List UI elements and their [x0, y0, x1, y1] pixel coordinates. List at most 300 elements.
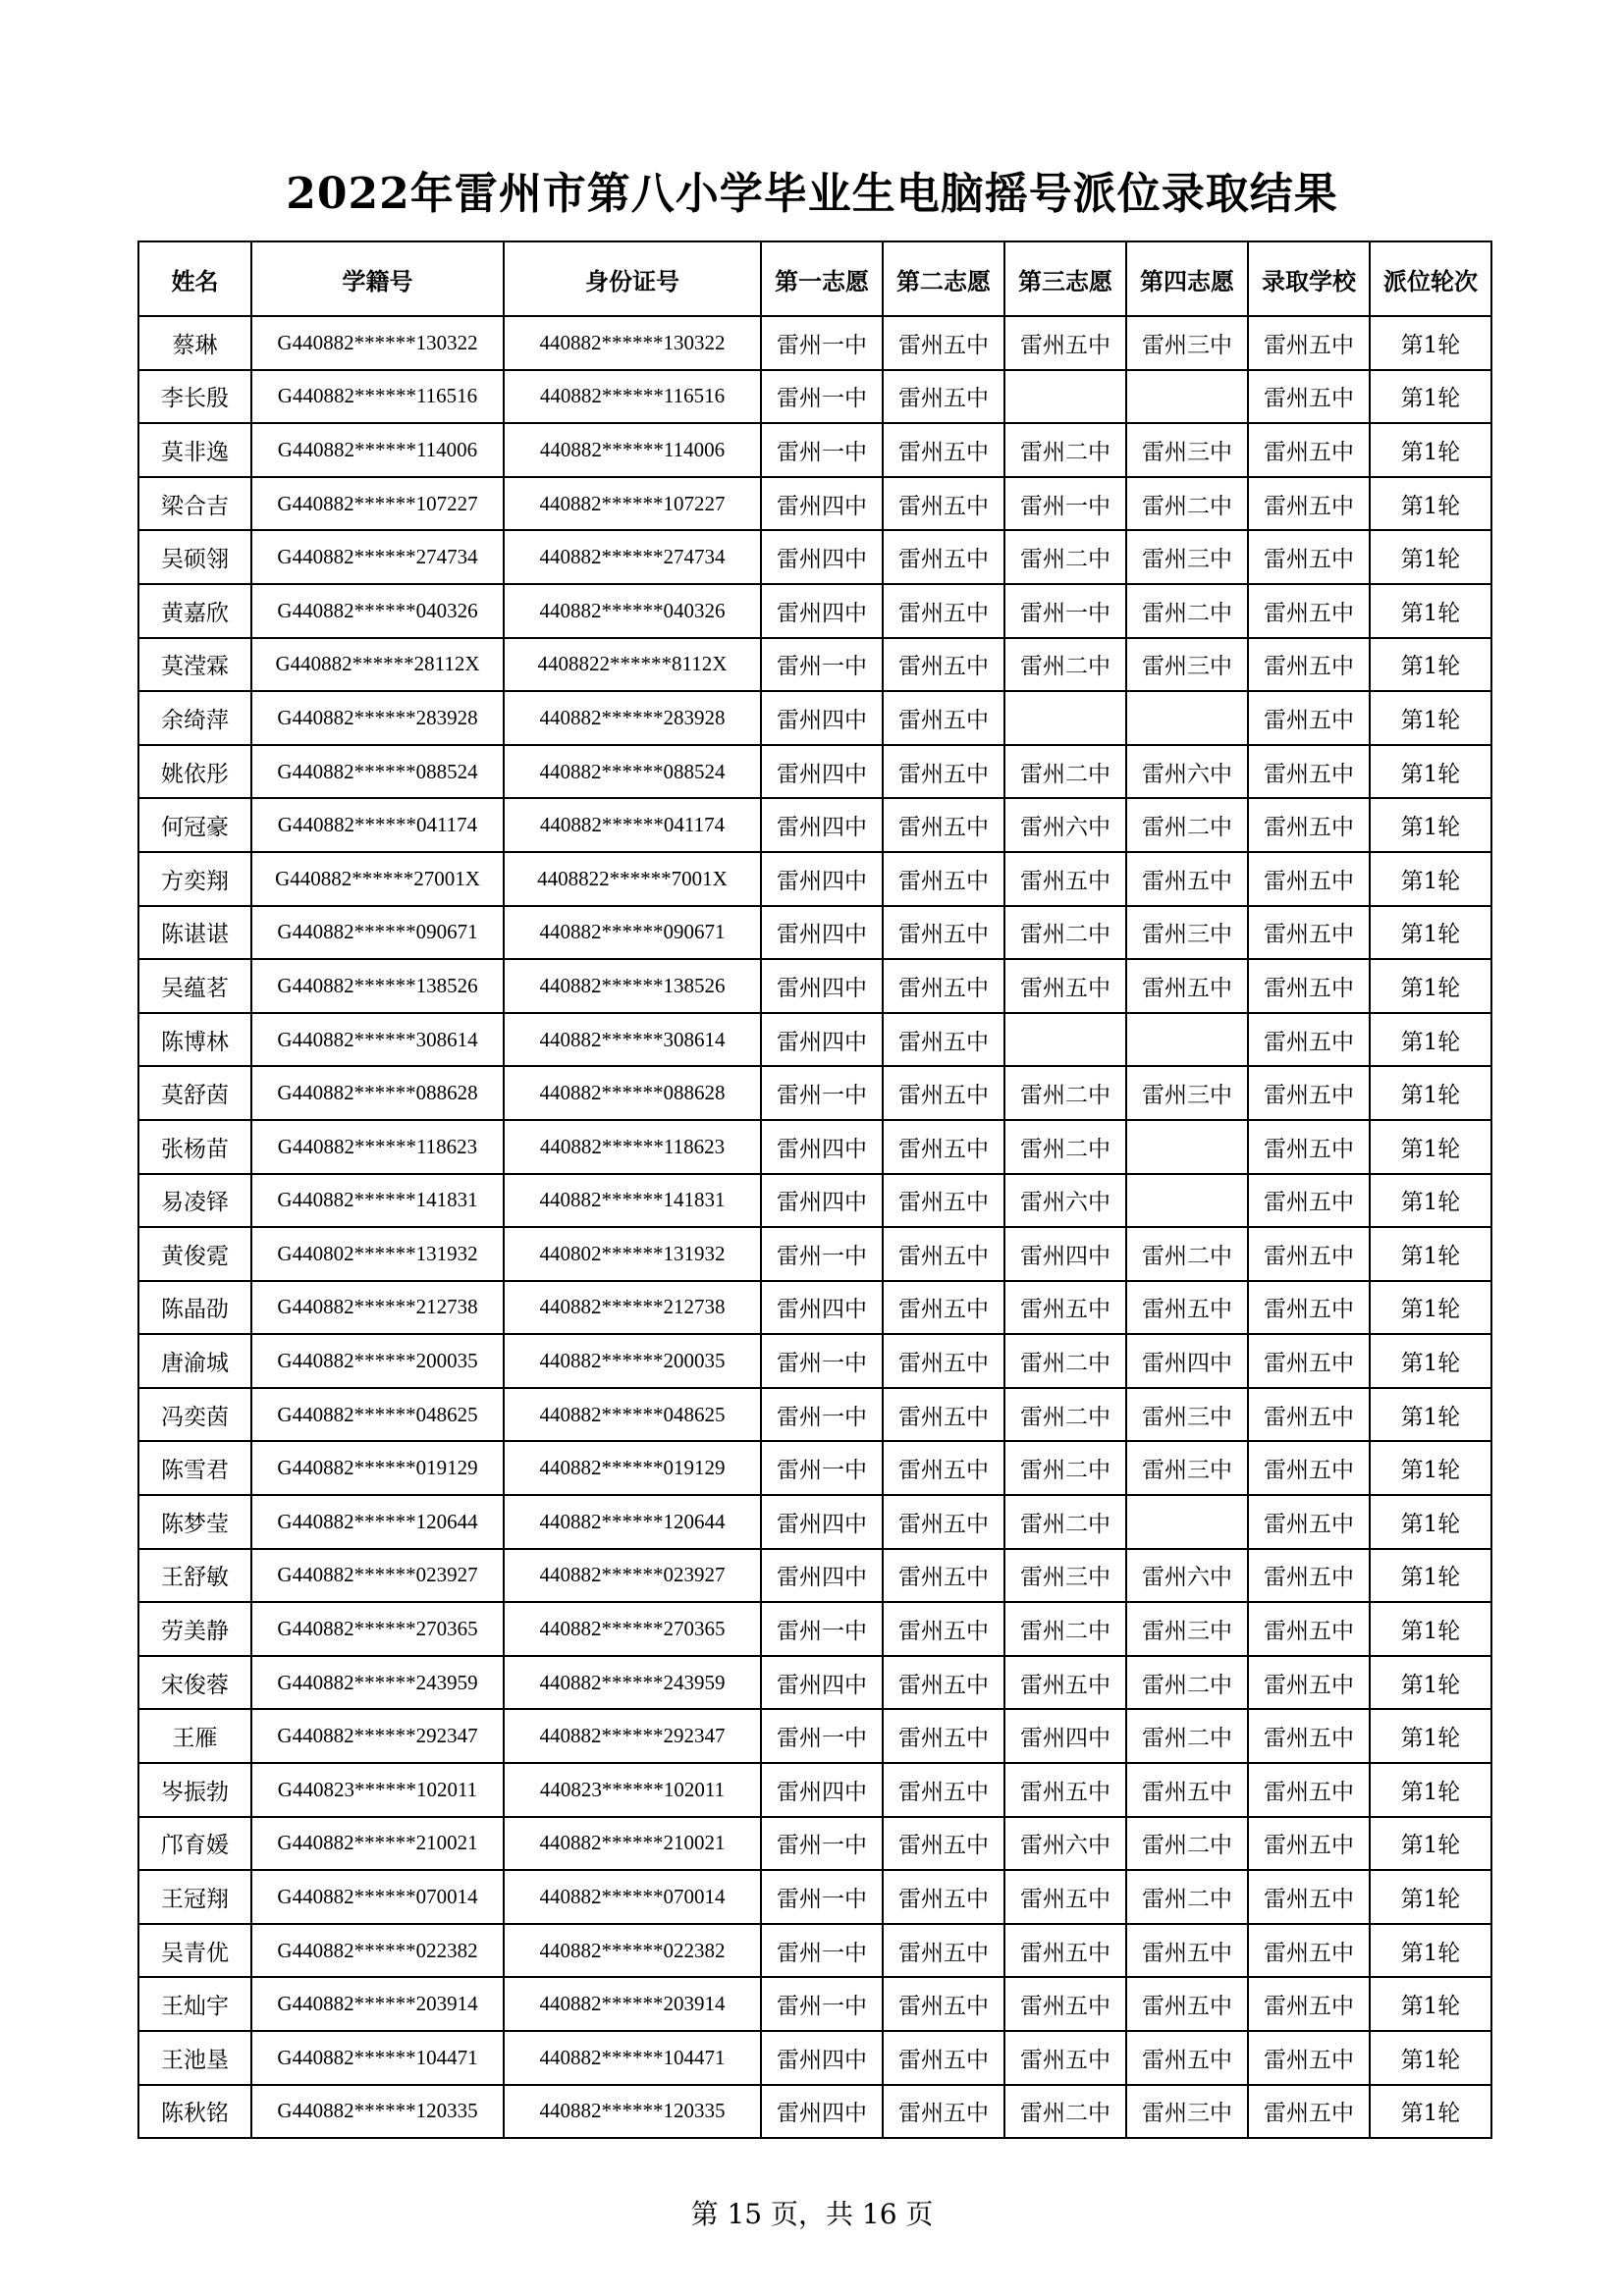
cell-choice-3: 雷州四中	[1004, 1227, 1126, 1281]
cell-choice-2: 雷州五中	[883, 798, 1004, 852]
column-header-name: 姓名	[138, 241, 251, 316]
table-body	[138, 316, 1491, 2138]
cell-admitted-school: 雷州五中	[1248, 1817, 1370, 1871]
cell-admitted-school: 雷州五中	[1248, 638, 1370, 692]
cell-choice-2: 雷州五中	[883, 2085, 1004, 2139]
cell-round: 第1轮	[1370, 906, 1491, 960]
cell-admitted-school: 雷州五中	[1248, 1388, 1370, 1442]
cell-choice-1: 雷州四中	[761, 530, 883, 584]
table-row	[138, 1656, 1491, 1710]
cell-id-card: 440882******114006	[504, 423, 761, 477]
cell-choice-2: 雷州五中	[883, 1013, 1004, 1067]
cell-choice-4	[1126, 1174, 1248, 1228]
cell-admitted-school: 雷州五中	[1248, 1549, 1370, 1603]
cell-choice-3: 雷州五中	[1004, 852, 1126, 906]
cell-choice-2: 雷州五中	[883, 745, 1004, 799]
table-row	[138, 1709, 1491, 1763]
cell-choice-4: 雷州二中	[1126, 1870, 1248, 1924]
table-row	[138, 1495, 1491, 1549]
cell-choice-3: 雷州五中	[1004, 1977, 1126, 2031]
cell-round: 第1轮	[1370, 530, 1491, 584]
cell-student-id: G440882******210021	[251, 1817, 504, 1871]
cell-id-card: 440882******292347	[504, 1709, 761, 1763]
table-row	[138, 1441, 1491, 1495]
cell-round: 第1轮	[1370, 852, 1491, 906]
cell-choice-1: 雷州四中	[761, 1281, 883, 1335]
cell-choice-2: 雷州五中	[883, 1817, 1004, 1871]
cell-choice-2: 雷州五中	[883, 1388, 1004, 1442]
cell-student-id: G440882******200035	[251, 1334, 504, 1388]
cell-choice-1: 雷州四中	[761, 1549, 883, 1603]
cell-id-card: 440882******104471	[504, 2031, 761, 2085]
table-row	[138, 1602, 1491, 1656]
cell-choice-1: 雷州四中	[761, 852, 883, 906]
cell-choice-1: 雷州四中	[761, 1763, 883, 1817]
cell-choice-3: 雷州二中	[1004, 745, 1126, 799]
cell-id-card: 440882******088628	[504, 1066, 761, 1120]
cell-choice-2: 雷州五中	[883, 852, 1004, 906]
cell-choice-3: 雷州二中	[1004, 1441, 1126, 1495]
cell-choice-4: 雷州二中	[1126, 477, 1248, 531]
cell-student-id: G440882******141831	[251, 1174, 504, 1228]
cell-round: 第1轮	[1370, 316, 1491, 370]
cell-name: 岑振勃	[138, 1763, 251, 1817]
cell-round: 第1轮	[1370, 745, 1491, 799]
cell-choice-1: 雷州四中	[761, 1174, 883, 1228]
cell-choice-3: 雷州二中	[1004, 1066, 1126, 1120]
cell-choice-4: 雷州三中	[1126, 906, 1248, 960]
cell-choice-2: 雷州五中	[883, 423, 1004, 477]
cell-choice-3: 雷州二中	[1004, 1388, 1126, 1442]
cell-choice-3: 雷州二中	[1004, 1334, 1126, 1388]
cell-name: 吴青优	[138, 1924, 251, 1978]
cell-student-id: G440882******070014	[251, 1870, 504, 1924]
cell-id-card: 440882******130322	[504, 316, 761, 370]
cell-round: 第1轮	[1370, 798, 1491, 852]
cell-id-card: 440882******270365	[504, 1602, 761, 1656]
cell-round: 第1轮	[1370, 1549, 1491, 1603]
cell-choice-3: 雷州二中	[1004, 1120, 1126, 1174]
column-header-admitted-school: 录取学校	[1248, 241, 1370, 316]
cell-choice-2: 雷州五中	[883, 1227, 1004, 1281]
cell-choice-4: 雷州三中	[1126, 530, 1248, 584]
cell-name: 冯奕茵	[138, 1388, 251, 1442]
cell-id-card: 440882******048625	[504, 1388, 761, 1442]
cell-name: 姚依彤	[138, 745, 251, 799]
cell-choice-3: 雷州五中	[1004, 959, 1126, 1013]
cell-name: 劳美静	[138, 1602, 251, 1656]
cell-admitted-school: 雷州五中	[1248, 1174, 1370, 1228]
cell-choice-1: 雷州四中	[761, 1656, 883, 1710]
cell-choice-1: 雷州一中	[761, 1441, 883, 1495]
cell-id-card: 4408822******7001X	[504, 852, 761, 906]
table-row	[138, 1977, 1491, 2031]
cell-student-id: G440882******104471	[251, 2031, 504, 2085]
cell-student-id: G440882******27001X	[251, 852, 504, 906]
table-row	[138, 584, 1491, 638]
column-header-student-id: 学籍号	[251, 241, 504, 316]
cell-admitted-school: 雷州五中	[1248, 1977, 1370, 2031]
table-row	[138, 1334, 1491, 1388]
cell-student-id: G440882******308614	[251, 1013, 504, 1067]
cell-name: 何冠豪	[138, 798, 251, 852]
cell-round: 第1轮	[1370, 2085, 1491, 2139]
cell-name: 黄俊霓	[138, 1227, 251, 1281]
cell-id-card: 440882******118623	[504, 1120, 761, 1174]
cell-student-id: G440802******131932	[251, 1227, 504, 1281]
cell-choice-3: 雷州一中	[1004, 584, 1126, 638]
cell-choice-4: 雷州三中	[1126, 2085, 1248, 2139]
cell-round: 第1轮	[1370, 423, 1491, 477]
cell-choice-4: 雷州五中	[1126, 1977, 1248, 2031]
cell-name: 陈博林	[138, 1013, 251, 1067]
table-row	[138, 1281, 1491, 1335]
cell-round: 第1轮	[1370, 1495, 1491, 1549]
cell-name: 余绮萍	[138, 691, 251, 745]
cell-choice-4	[1126, 370, 1248, 424]
cell-choice-3: 雷州三中	[1004, 1549, 1126, 1603]
cell-round: 第1轮	[1370, 1227, 1491, 1281]
cell-round: 第1轮	[1370, 638, 1491, 692]
cell-choice-3: 雷州五中	[1004, 2031, 1126, 2085]
cell-round: 第1轮	[1370, 370, 1491, 424]
cell-id-card: 440882******107227	[504, 477, 761, 531]
cell-name: 易凌铎	[138, 1174, 251, 1228]
cell-name: 王灿宇	[138, 1977, 251, 2031]
cell-name: 莫滢霖	[138, 638, 251, 692]
cell-choice-2: 雷州五中	[883, 906, 1004, 960]
cell-admitted-school: 雷州五中	[1248, 2085, 1370, 2139]
cell-id-card: 440882******023927	[504, 1549, 761, 1603]
cell-choice-2: 雷州五中	[883, 1549, 1004, 1603]
cell-student-id: G440882******28112X	[251, 638, 504, 692]
cell-choice-1: 雷州四中	[761, 2085, 883, 2139]
cell-id-card: 440882******040326	[504, 584, 761, 638]
cell-name: 蔡琳	[138, 316, 251, 370]
cell-choice-1: 雷州一中	[761, 638, 883, 692]
cell-round: 第1轮	[1370, 959, 1491, 1013]
cell-admitted-school: 雷州五中	[1248, 1495, 1370, 1549]
cell-round: 第1轮	[1370, 691, 1491, 745]
cell-admitted-school: 雷州五中	[1248, 745, 1370, 799]
cell-name: 吴蕴茗	[138, 959, 251, 1013]
cell-name: 黄嘉欣	[138, 584, 251, 638]
table-row	[138, 745, 1491, 799]
cell-round: 第1轮	[1370, 1066, 1491, 1120]
cell-choice-4: 雷州五中	[1126, 1924, 1248, 1978]
cell-choice-4: 雷州四中	[1126, 1334, 1248, 1388]
cell-choice-1: 雷州一中	[761, 370, 883, 424]
cell-admitted-school: 雷州五中	[1248, 1763, 1370, 1817]
cell-choice-2: 雷州五中	[883, 691, 1004, 745]
cell-choice-1: 雷州四中	[761, 1013, 883, 1067]
table-row	[138, 1870, 1491, 1924]
cell-choice-1: 雷州四中	[761, 798, 883, 852]
cell-choice-4: 雷州三中	[1126, 423, 1248, 477]
cell-name: 陈梦莹	[138, 1495, 251, 1549]
cell-round: 第1轮	[1370, 1174, 1491, 1228]
cell-id-card: 440882******070014	[504, 1870, 761, 1924]
cell-choice-1: 雷州一中	[761, 1817, 883, 1871]
cell-student-id: G440882******022382	[251, 1924, 504, 1978]
cell-admitted-school: 雷州五中	[1248, 530, 1370, 584]
cell-choice-2: 雷州五中	[883, 530, 1004, 584]
cell-choice-3: 雷州二中	[1004, 423, 1126, 477]
cell-choice-3: 雷州二中	[1004, 638, 1126, 692]
cell-name: 陈秋铭	[138, 2085, 251, 2139]
cell-choice-4	[1126, 1013, 1248, 1067]
cell-id-card: 440882******308614	[504, 1013, 761, 1067]
table-row	[138, 959, 1491, 1013]
cell-choice-4: 雷州六中	[1126, 1549, 1248, 1603]
cell-id-card: 440882******203914	[504, 1977, 761, 2031]
cell-id-card: 440882******138526	[504, 959, 761, 1013]
cell-choice-3: 雷州二中	[1004, 2085, 1126, 2139]
cell-choice-2: 雷州五中	[883, 1281, 1004, 1335]
table-row	[138, 1388, 1491, 1442]
cell-admitted-school: 雷州五中	[1248, 1281, 1370, 1335]
cell-choice-2: 雷州五中	[883, 1602, 1004, 1656]
cell-choice-2: 雷州五中	[883, 1441, 1004, 1495]
column-header-choice-3: 第三志愿	[1004, 241, 1126, 316]
cell-choice-4	[1126, 691, 1248, 745]
table-row	[138, 2085, 1491, 2139]
cell-choice-3: 雷州五中	[1004, 1924, 1126, 1978]
column-header-round: 派位轮次	[1370, 241, 1491, 316]
cell-choice-1: 雷州四中	[761, 1495, 883, 1549]
cell-choice-2: 雷州五中	[883, 1334, 1004, 1388]
cell-id-card: 440882******019129	[504, 1441, 761, 1495]
results-table	[137, 240, 1492, 2139]
cell-student-id: G440882******203914	[251, 1977, 504, 2031]
cell-choice-1: 雷州四中	[761, 906, 883, 960]
cell-choice-4: 雷州五中	[1126, 959, 1248, 1013]
cell-choice-4: 雷州三中	[1126, 1441, 1248, 1495]
cell-choice-1: 雷州一中	[761, 423, 883, 477]
cell-round: 第1轮	[1370, 1120, 1491, 1174]
cell-student-id: G440882******138526	[251, 959, 504, 1013]
cell-student-id: G440882******120644	[251, 1495, 504, 1549]
cell-name: 王冠翔	[138, 1870, 251, 1924]
table-row	[138, 2031, 1491, 2085]
cell-name: 莫非逸	[138, 423, 251, 477]
table-row	[138, 1120, 1491, 1174]
cell-choice-1: 雷州一中	[761, 1602, 883, 1656]
cell-choice-3	[1004, 1013, 1126, 1067]
cell-id-card: 440882******022382	[504, 1924, 761, 1978]
cell-choice-1: 雷州一中	[761, 1388, 883, 1442]
cell-round: 第1轮	[1370, 1763, 1491, 1817]
cell-choice-4: 雷州二中	[1126, 1656, 1248, 1710]
cell-name: 王雁	[138, 1709, 251, 1763]
table-row	[138, 638, 1491, 692]
cell-choice-4: 雷州五中	[1126, 1281, 1248, 1335]
cell-choice-3: 雷州二中	[1004, 1602, 1126, 1656]
cell-choice-2: 雷州五中	[883, 638, 1004, 692]
cell-choice-3: 雷州二中	[1004, 1495, 1126, 1549]
cell-admitted-school: 雷州五中	[1248, 584, 1370, 638]
cell-name: 张杨苗	[138, 1120, 251, 1174]
cell-choice-4	[1126, 1495, 1248, 1549]
cell-id-card: 440882******210021	[504, 1817, 761, 1871]
cell-choice-4: 雷州三中	[1126, 1602, 1248, 1656]
table-row	[138, 1549, 1491, 1603]
cell-choice-4	[1126, 1120, 1248, 1174]
cell-round: 第1轮	[1370, 1281, 1491, 1335]
table-row	[138, 423, 1491, 477]
cell-choice-3: 雷州五中	[1004, 1870, 1126, 1924]
cell-choice-3: 雷州五中	[1004, 1656, 1126, 1710]
cell-choice-1: 雷州一中	[761, 1227, 883, 1281]
cell-choice-1: 雷州四中	[761, 1120, 883, 1174]
cell-choice-3: 雷州二中	[1004, 530, 1126, 584]
cell-choice-2: 雷州五中	[883, 1120, 1004, 1174]
cell-choice-1: 雷州四中	[761, 584, 883, 638]
cell-admitted-school: 雷州五中	[1248, 959, 1370, 1013]
cell-id-card: 440882******283928	[504, 691, 761, 745]
cell-name: 宋俊蓉	[138, 1656, 251, 1710]
cell-round: 第1轮	[1370, 584, 1491, 638]
cell-student-id: G440882******283928	[251, 691, 504, 745]
cell-choice-2: 雷州五中	[883, 959, 1004, 1013]
cell-student-id: G440882******292347	[251, 1709, 504, 1763]
cell-student-id: G440882******274734	[251, 530, 504, 584]
cell-id-card: 440802******131932	[504, 1227, 761, 1281]
cell-name: 陈谌谌	[138, 906, 251, 960]
cell-student-id: G440882******116516	[251, 370, 504, 424]
cell-choice-2: 雷州五中	[883, 1174, 1004, 1228]
cell-choice-2: 雷州五中	[883, 1066, 1004, 1120]
cell-name: 方奕翔	[138, 852, 251, 906]
cell-choice-2: 雷州五中	[883, 316, 1004, 370]
cell-choice-4: 雷州二中	[1126, 1227, 1248, 1281]
cell-admitted-school: 雷州五中	[1248, 1656, 1370, 1710]
cell-name: 莫舒茵	[138, 1066, 251, 1120]
cell-choice-4: 雷州五中	[1126, 2031, 1248, 2085]
cell-choice-3: 雷州五中	[1004, 316, 1126, 370]
cell-round: 第1轮	[1370, 1817, 1491, 1871]
cell-admitted-school: 雷州五中	[1248, 477, 1370, 531]
cell-student-id: G440823******102011	[251, 1763, 504, 1817]
cell-choice-1: 雷州四中	[761, 959, 883, 1013]
column-header-choice-1: 第一志愿	[761, 241, 883, 316]
cell-admitted-school: 雷州五中	[1248, 1120, 1370, 1174]
cell-round: 第1轮	[1370, 1870, 1491, 1924]
page-title: 2022年雷州市第八小学毕业生电脑摇号派位录取结果	[286, 169, 1338, 219]
cell-admitted-school: 雷州五中	[1248, 852, 1370, 906]
cell-id-card: 440882******212738	[504, 1281, 761, 1335]
cell-choice-2: 雷州五中	[883, 1763, 1004, 1817]
cell-admitted-school: 雷州五中	[1248, 1870, 1370, 1924]
cell-id-card: 4408822******8112X	[504, 638, 761, 692]
cell-choice-3: 雷州六中	[1004, 1817, 1126, 1871]
column-header-choice-2: 第二志愿	[883, 241, 1004, 316]
cell-choice-1: 雷州一中	[761, 1334, 883, 1388]
cell-id-card: 440882******243959	[504, 1656, 761, 1710]
cell-choice-1: 雷州四中	[761, 691, 883, 745]
column-header-id-card: 身份证号	[504, 241, 761, 316]
cell-choice-2: 雷州五中	[883, 1656, 1004, 1710]
cell-id-card: 440882******116516	[504, 370, 761, 424]
cell-choice-3: 雷州二中	[1004, 906, 1126, 960]
cell-choice-4: 雷州二中	[1126, 1817, 1248, 1871]
cell-round: 第1轮	[1370, 477, 1491, 531]
cell-id-card: 440882******120335	[504, 2085, 761, 2139]
table-row	[138, 798, 1491, 852]
cell-choice-3: 雷州四中	[1004, 1709, 1126, 1763]
cell-admitted-school: 雷州五中	[1248, 370, 1370, 424]
cell-admitted-school: 雷州五中	[1248, 1013, 1370, 1067]
cell-choice-3	[1004, 691, 1126, 745]
cell-student-id: G440882******212738	[251, 1281, 504, 1335]
cell-choice-1: 雷州一中	[761, 1709, 883, 1763]
cell-student-id: G440882******107227	[251, 477, 504, 531]
cell-student-id: G440882******041174	[251, 798, 504, 852]
cell-student-id: G440882******130322	[251, 316, 504, 370]
cell-admitted-school: 雷州五中	[1248, 1227, 1370, 1281]
cell-student-id: G440882******019129	[251, 1441, 504, 1495]
cell-choice-1: 雷州四中	[761, 2031, 883, 2085]
cell-name: 梁合吉	[138, 477, 251, 531]
cell-name: 陈晶劭	[138, 1281, 251, 1335]
cell-admitted-school: 雷州五中	[1248, 423, 1370, 477]
cell-choice-4: 雷州六中	[1126, 745, 1248, 799]
table-row	[138, 530, 1491, 584]
cell-choice-3: 雷州一中	[1004, 477, 1126, 531]
cell-choice-4: 雷州二中	[1126, 1709, 1248, 1763]
cell-choice-3: 雷州六中	[1004, 1174, 1126, 1228]
cell-name: 王舒敏	[138, 1549, 251, 1603]
cell-choice-3: 雷州五中	[1004, 1281, 1126, 1335]
table-row	[138, 1066, 1491, 1120]
cell-admitted-school: 雷州五中	[1248, 691, 1370, 745]
cell-name: 唐渝城	[138, 1334, 251, 1388]
cell-choice-3	[1004, 370, 1126, 424]
table-row	[138, 1227, 1491, 1281]
cell-name: 吴硕翎	[138, 530, 251, 584]
cell-choice-2: 雷州五中	[883, 370, 1004, 424]
table-row	[138, 1013, 1491, 1067]
cell-name: 王池垦	[138, 2031, 251, 2085]
cell-choice-1: 雷州四中	[761, 477, 883, 531]
cell-admitted-school: 雷州五中	[1248, 1334, 1370, 1388]
cell-admitted-school: 雷州五中	[1248, 798, 1370, 852]
cell-admitted-school: 雷州五中	[1248, 316, 1370, 370]
cell-choice-4: 雷州五中	[1126, 852, 1248, 906]
table-header-row	[138, 241, 1491, 316]
cell-admitted-school: 雷州五中	[1248, 2031, 1370, 2085]
cell-choice-3: 雷州六中	[1004, 798, 1126, 852]
cell-choice-1: 雷州一中	[761, 1066, 883, 1120]
cell-choice-2: 雷州五中	[883, 2031, 1004, 2085]
cell-choice-1: 雷州一中	[761, 1977, 883, 2031]
table-row	[138, 906, 1491, 960]
cell-admitted-school: 雷州五中	[1248, 1709, 1370, 1763]
cell-student-id: G440882******114006	[251, 423, 504, 477]
cell-id-card: 440882******200035	[504, 1334, 761, 1388]
cell-round: 第1轮	[1370, 2031, 1491, 2085]
table-row	[138, 1817, 1491, 1871]
table-row	[138, 1924, 1491, 1978]
table-row	[138, 691, 1491, 745]
cell-choice-4: 雷州二中	[1126, 584, 1248, 638]
cell-choice-2: 雷州五中	[883, 1924, 1004, 1978]
table-row	[138, 477, 1491, 531]
cell-name: 李长殷	[138, 370, 251, 424]
column-header-choice-4: 第四志愿	[1126, 241, 1248, 316]
page-footer: 第 15 页，共 16 页	[690, 2198, 934, 2230]
cell-choice-1: 雷州四中	[761, 745, 883, 799]
